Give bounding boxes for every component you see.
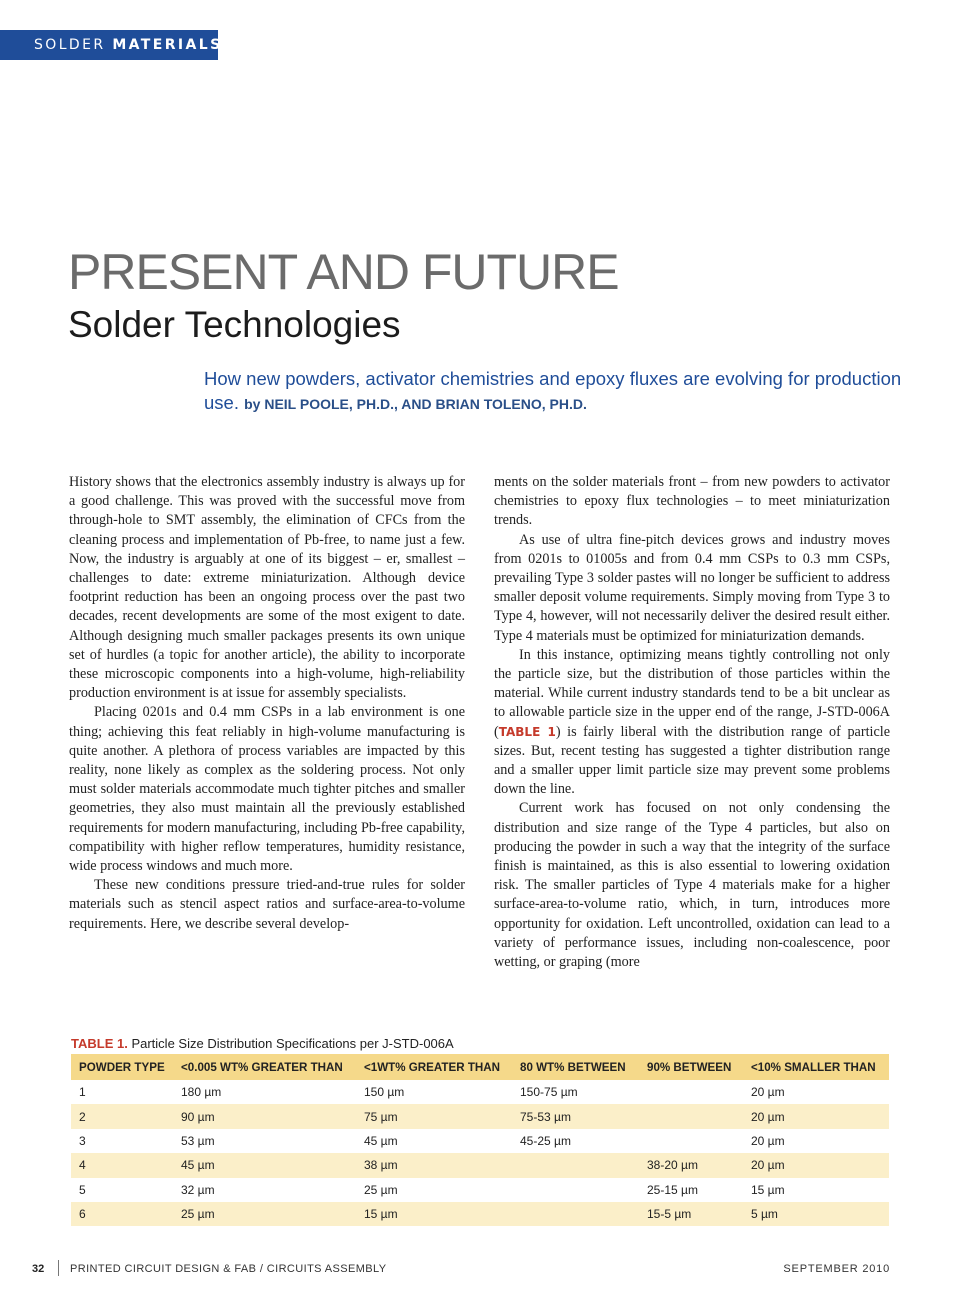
publication-name: PRINTED CIRCUIT DESIGN & FAB / CIRCUITS ASSEMBLY <box>70 1263 387 1275</box>
table-cell: 38-20 µm <box>639 1153 743 1177</box>
table-cell: 3 <box>79 1133 86 1148</box>
article-title: PRESENT AND FUTURE <box>68 244 619 300</box>
column-header: POWDER TYPE <box>71 1054 173 1080</box>
table-cell: 75 µm <box>356 1104 512 1128</box>
table-cell <box>639 1129 743 1153</box>
table-cell: 180 µm <box>181 1085 222 1100</box>
paragraph: History shows that the electronics assembly industry is always up for a good challenge. This was proved with the successful move from through-hole to SMT assembly, the elimination of CFCs from the cleaning process and implementation of Pb-free, to name just a few. Now, the industry is arguably at one of its biggest – er, smallest – challenges to date: extreme miniaturization. Although device footprint reduction has been an ongoing process over the past two decades, recent developments are some of the most exigent to date. Although designing much smaller packages presents its own unique set of hurdles (a topic for another article), the ability to incorporate these microscopic components into a high-volume, high-reliability production environment is at issue for assembly specialists. <box>69 474 465 702</box>
table-cell: 150 µm <box>364 1085 405 1100</box>
table-cell: 53 µm <box>181 1133 215 1148</box>
table-cell: 25 µm <box>173 1202 356 1226</box>
table-cell: 1 <box>79 1085 86 1100</box>
table-caption-text: Particle Size Distribution Specifications per J-STD-006A <box>131 1036 454 1051</box>
table-header-row <box>71 1054 889 1080</box>
table-cell: 2 <box>71 1104 173 1128</box>
table-cell: 5 µm <box>743 1202 889 1226</box>
paragraph: These new conditions pressure tried-and-true rules for solder materials such as stencil aspect ratios and surface-area-to-volume requirements. Here, we describe several develop- <box>69 877 465 932</box>
table-cell: 20 µm <box>751 1133 785 1148</box>
table-cell: 15 µm <box>751 1182 785 1197</box>
table-cell: 45 µm <box>173 1153 356 1177</box>
table-cell: 38 µm <box>356 1153 512 1177</box>
page-number: 32 <box>32 1263 45 1275</box>
table-cell: 45 µm <box>364 1133 398 1148</box>
section-tag-light: SOLDER <box>34 37 106 53</box>
column-header: <10% SMALLER THAN <box>743 1054 889 1080</box>
paragraph: ments on the solder materials front – from new powders to activator chemistries to epoxy flux technologies – to meet miniaturization trends. <box>494 474 890 529</box>
table-cell <box>512 1178 639 1202</box>
article-subtitle: Solder Technologies <box>68 304 401 345</box>
column-header: 90% BETWEEN <box>639 1054 743 1080</box>
body-column-right <box>494 473 890 972</box>
paragraph-text: ) is fairly liberal with the distribution range of particle sizes. But, recent testing has suggested a tighter distribution range and a smaller upper limit particle size may prevent some problems down the line. <box>494 723 890 798</box>
article-deck <box>204 367 904 416</box>
table-cell: 20 µm <box>743 1153 889 1177</box>
table-cell: 90 µm <box>173 1104 356 1128</box>
paragraph: Current work has focused on not only condensing the distribution and size range of the Type 4 particles, but also on producing the powder in such a way that the integrity of the surface finish is maintained, as this is also essential to lowering oxidation risk. The smaller particles of Type 4 materials make for a higher surface-area-to-volume ratio, which, in turn, introduces more opportunity for oxidation. Left uncontrolled, oxidation can lead to a variety of performance issues, including non-coalescence, poor wetting, or graping (more <box>494 800 890 971</box>
table-cell <box>639 1080 743 1104</box>
column-header: <1WT% GREATER THAN <box>356 1054 512 1080</box>
paragraph <box>494 646 890 800</box>
table-row <box>71 1202 889 1226</box>
particle-size-table <box>71 1054 889 1226</box>
footer-divider <box>58 1260 59 1276</box>
section-tag <box>0 30 223 60</box>
paragraph: Placing 0201s and 0.4 mm CSPs in a lab environment is one thing; achieving this feat reliably in high-volume manufacturing is quite another. A plethora of process variables are impacted by this reality, none likely as complex as the soldering process. Not only must solder materials accommodate much tighter pitches and smaller geometries, they also must maintain all the previously established requirements for modern manufacturing, including Pb-free capability, compatibility with higher reflow temperatures, humidity resistance, wide process windows and much more. <box>69 704 465 875</box>
table-row <box>71 1178 889 1202</box>
table-cell: 15 µm <box>356 1202 512 1226</box>
table-cell: 45-25 µm <box>520 1133 571 1148</box>
table-caption-label: TABLE 1. <box>71 1036 128 1051</box>
section-tag-bold: MATERIALS <box>112 37 223 53</box>
table-row <box>71 1080 889 1104</box>
table-cell: 150-75 µm <box>520 1085 578 1100</box>
paragraph-text: In this instance, optimizing means tightly controlling not only the particle size, but the distribution of those particles within the material. While current industry standards tend to be a bit unclear as to allowable particle size in the upper end of the range, J-STD-006A ( <box>494 646 890 740</box>
body-column-left <box>69 473 465 934</box>
table-cell: 20 µm <box>751 1085 785 1100</box>
table-cell: 6 <box>71 1202 173 1226</box>
column-header: <0.005 WT% GREATER THAN <box>173 1054 356 1080</box>
deck-text: How new powders, activator chemistries and epoxy fluxes are evolving for production use. <box>204 368 902 413</box>
table-cell <box>512 1202 639 1226</box>
table-cell: 25-15 µm <box>647 1182 698 1197</box>
table-cell <box>639 1104 743 1128</box>
table-row <box>71 1104 889 1128</box>
paragraph: As use of ultra fine-pitch devices grows and industry moves from 0201s to 01005s and from 0.4 mm CSPs to 0.3 mm CSPs, prevailing Type 3 solder pastes will no longer be sufficient to address smaller deposit volume requirements. Simply moving from Type 3 to Type 4, however, will not necessarily deliver the desired result either. Type 4 materials must be optimized for miniaturization demands. <box>494 531 890 644</box>
table-cell: 32 µm <box>181 1182 215 1197</box>
byline: by NEIL POOLE, PH.D., AND BRIAN TOLENO, PH.D. <box>244 396 587 412</box>
table-cell <box>512 1153 639 1177</box>
table-cell: 15-5 µm <box>639 1202 743 1226</box>
table-reference: TABLE 1 <box>498 724 556 739</box>
column-header: 80 WT% BETWEEN <box>512 1054 639 1080</box>
table-cell: 5 <box>79 1182 86 1197</box>
table-cell: 25 µm <box>364 1182 398 1197</box>
table-cell: 4 <box>71 1153 173 1177</box>
table-row <box>71 1129 889 1153</box>
table-row <box>71 1153 889 1177</box>
table-cell: 75-53 µm <box>512 1104 639 1128</box>
table-caption <box>71 1036 454 1051</box>
issue-date: SEPTEMBER 2010 <box>783 1263 890 1275</box>
table-cell: 20 µm <box>743 1104 889 1128</box>
